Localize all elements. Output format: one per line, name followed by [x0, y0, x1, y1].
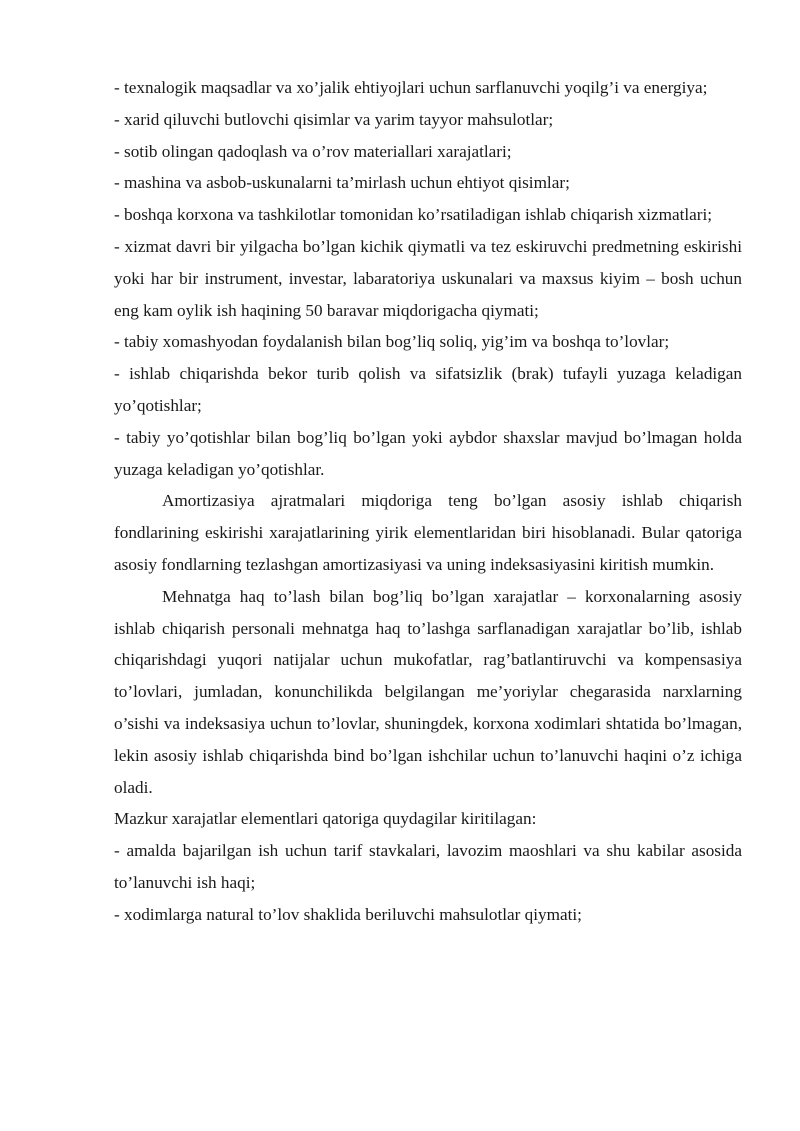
list-item-packaging: - sotib olingan qadoqlash va o’rov materiallari xarajatlari; — [114, 141, 512, 161]
list-item-components: - xarid qiluvchi butlovchi qisimlar va yarim tayyor mahsulotlar; — [114, 109, 554, 129]
paragraph-labor-costs: Mehnatga haq to’lash bilan bog’liq bo’lgan xarajatlar – korxonalarning asosiy ishlab chiqarish personali mehnatga haq to’lashga sarflanadigan xarajatlar bo’lib, ishlab chiqarishdagi yuqori natijalar uchun mukofatlar, rag’batlantiruvchi va kompensasiya to’lovlari, jumladan, konunchilikda belgilangan me’yoriylar chegarasida narxlarning o’sishi va indeksasiya uchun to’lovlar, shuningdek, korxona xodimlari shtatida bo’lmagan, lekin asosiy ishlab chiqarishda bind bo’lgan ishchilar uchun to’lanuvchi haqini o’z ichiga oladi. — [114, 586, 742, 797]
list-item-downtime-losses: - ishlab chiqarishda bekor turib qolish va sifatsizlik (brak) tufayli yuzaga keladigan yo’qotishlar; — [114, 364, 742, 415]
list-item-natural-payment: - xodimlarga natural to’lov shaklida beriluvchi mahsulotlar qiymati; — [114, 904, 582, 924]
document-page — [114, 72, 742, 931]
paragraph-elements-intro: Mazkur xarajatlar elementlari qatoriga quydagilar kiritilagan: — [114, 809, 537, 829]
list-item-taxes: - tabiy xomashyodan foydalanish bilan bog’liq soliq, yig’im va boshqa to’lovlar; — [114, 332, 670, 352]
paragraph-amortization: Amortizasiya ajratmalari miqdoriga teng bo’lgan asosiy ishlab chiqarish fondlarining eskirishi xarajatlarining yirik elementlaridan biri hisoblanadi. Bular qatoriga asosiy fondlarning tezlashgan amortizasiyasi va uning indeksasiyasini kiritish mumkin. — [114, 491, 742, 574]
list-item-natural-losses: - tabiy yo’qotishlar bilan bog’liq bo’lgan yoki aybdor shaxslar mavjud bo’lmagan holda yuzaga keladigan yo’qotishlar. — [114, 427, 742, 479]
list-item-energy: - texnalogik maqsadlar va xo’jalik ehtiyojlari uchun sarflanuvchi yoqilg’i va energiya; — [114, 78, 708, 97]
list-item-small-items: - xizmat davri bir yilgacha bo’lgan kichik qiymatli va tez eskiruvchi predmetning eskirishi yoki har bir instrument, investar, labaratoriya uskunalari va maxsus kiyim – bosh uchun eng kam oylik ish haqining 50 baravar miqdorigacha qiymati; — [114, 236, 742, 320]
list-item-services: - boshqa korxona va tashkilotlar tomonidan ko’rsatiladigan ishlab chiqarish xizmatlari; — [114, 205, 713, 225]
list-item-wages: - amalda bajarilgan ish uchun tarif stavkalari, lavozim maoshlari va shu kabilar asosida to’lanuvchi ish haqi; — [114, 841, 742, 892]
list-item-spare-parts: - mashina va asbob-uskunalarni ta’mirlash uchun ehtiyot qisimlar; — [114, 173, 570, 193]
